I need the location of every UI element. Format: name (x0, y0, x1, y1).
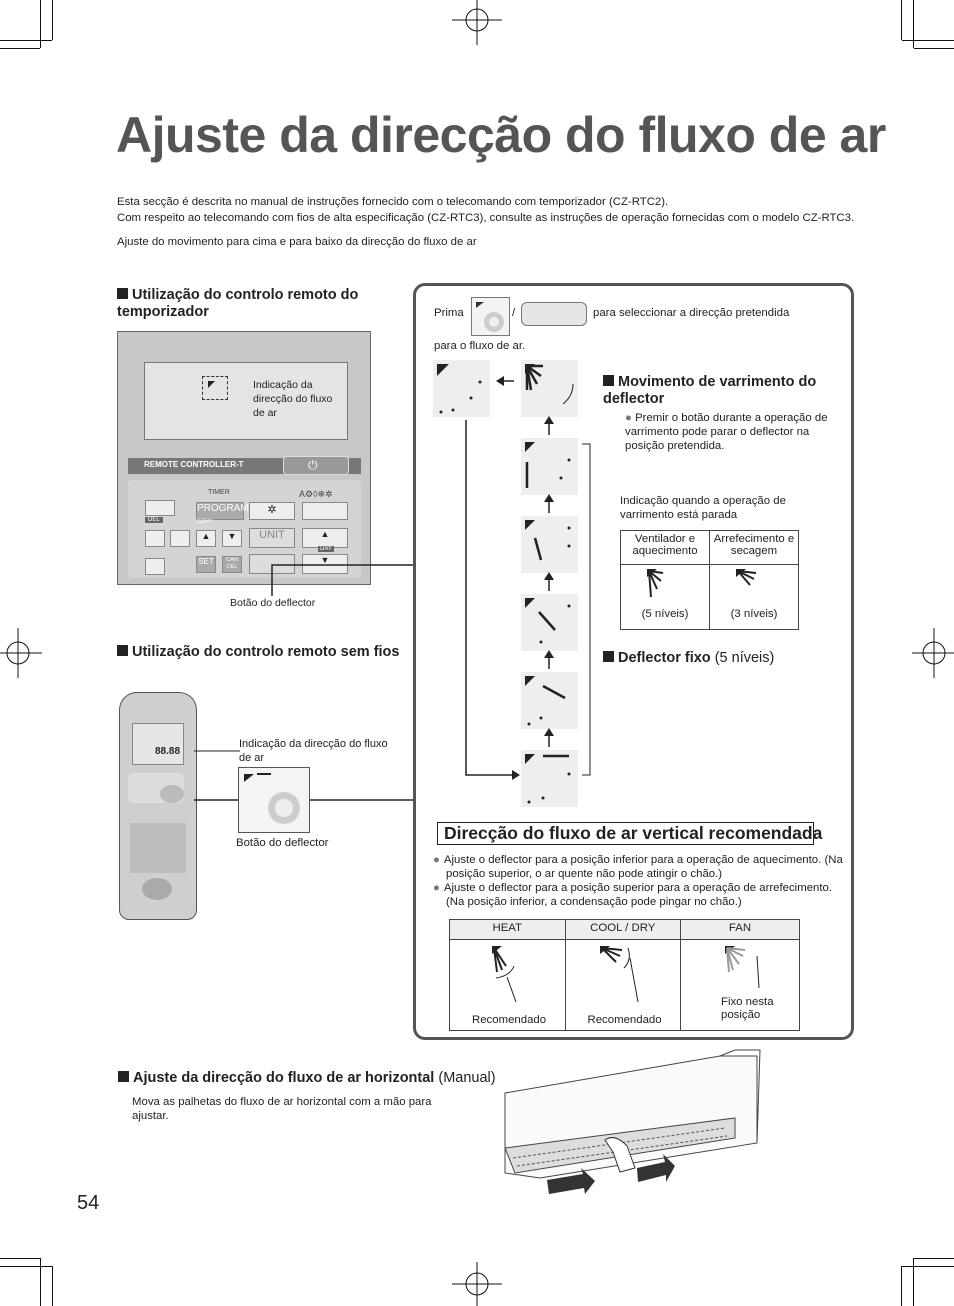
registration-mark-left (0, 628, 42, 678)
three-level-icon (734, 567, 774, 605)
page-title: Ajuste da direcção do fluxo de ar (116, 107, 886, 163)
mode-heat: HEAT (450, 920, 566, 940)
wireless-keypad[interactable] (130, 823, 186, 873)
wrench-button[interactable] (170, 530, 190, 547)
timer-remote-button-label: Botão do deflector (230, 597, 316, 609)
col-fan-heat: Ventilador e aquecimento (621, 531, 710, 565)
square-bullet-icon (118, 1071, 129, 1082)
stopped-indicator-table (620, 530, 799, 630)
levels-3: (3 níveis) (730, 608, 778, 620)
heat-note: Recomendado (472, 1014, 547, 1026)
wireless-remote-display: 88.88 (155, 746, 181, 757)
square-bullet-icon (603, 651, 614, 662)
intro-line-1: Esta secção é descrita no manual de instruções fornecido com o telecomando com temporizador (CZ-RTC2). (117, 196, 669, 208)
sweep-note: ● Premir o botão durante a operação de varrimento pode parar o deflector na posição pretendida. (625, 412, 828, 452)
col-cool-dry: Arrefecimento e secagem (710, 531, 799, 565)
wireless-remote-screen (132, 723, 184, 765)
registration-mark-top (452, 0, 502, 45)
house-button[interactable] (145, 530, 165, 547)
levels-5: (5 níveis) (641, 608, 689, 620)
wireless-remote-heading: Utilização do controlo remoto sem fios (117, 644, 407, 661)
wireless-deflector-button[interactable] (160, 785, 184, 803)
timer-label: TIMER (208, 489, 230, 496)
fan-speed-button[interactable]: ✲ (249, 502, 295, 520)
clock-button[interactable] (145, 500, 175, 516)
temp-up-button[interactable]: ▲ (302, 528, 348, 548)
deflector-key-wired-icon (521, 302, 587, 326)
fan-note: Fixo nesta posição (721, 996, 774, 1021)
recommended-note-2: ● Ajuste o deflector para a posição superior para a operação de arrefecimento. (Na posição inferior, a condensação pode pingar no chão.) (433, 881, 848, 909)
select-label: para seleccionar a direcção pretendida (593, 307, 790, 319)
cell-cool-dry (710, 565, 799, 630)
timer-remote-screen-label: Indicação da direcção do fluxo de ar (253, 379, 333, 419)
press-label: Prima (434, 307, 464, 319)
fan-direction-icon (685, 942, 795, 1002)
slash-label: / (512, 307, 516, 319)
registration-mark-bottom (452, 1262, 502, 1306)
indoor-unit-illustration (495, 1048, 765, 1203)
deflector-button-icon (239, 768, 309, 832)
mode-icons: A⚙◊❄✲ (299, 489, 333, 499)
square-bullet-icon (117, 645, 128, 656)
select-label-2: para o fluxo de ar. (434, 340, 526, 352)
intro-text (117, 194, 857, 250)
program-button[interactable]: PROGRAM (196, 502, 244, 520)
del-label: DEL (145, 517, 163, 523)
unit-button[interactable]: UNIT (249, 528, 295, 548)
cancel-button[interactable]: CAN CEL (222, 556, 242, 573)
sweep-heading: Movimento de varrimento do deflector (603, 374, 817, 407)
remote-brand: REMOTE CONTROLLER-T (144, 460, 244, 469)
page-number: 54 (77, 1192, 100, 1214)
set-button[interactable]: SET (196, 556, 216, 573)
intro-line-3: Ajuste do movimento para cima e para baixo da direcção do fluxo de ar (117, 236, 477, 248)
mode-direction-table (449, 919, 800, 1031)
cool-cell (565, 940, 681, 1031)
intro-line-2: Com respeito ao telecomando com fios de alta especificação (CZ-RTC3), consulte as instruções de operação fornecidas com o modelo CZ-RTC3. (117, 212, 855, 224)
timer-down-button[interactable]: ▼ (222, 530, 242, 547)
cool-note: Recomendado (587, 1014, 662, 1026)
airflow-indicator-icon (202, 376, 228, 400)
cool-direction-icon (568, 942, 678, 1002)
timer-remote-heading: Utilização do controlo remoto do temporizador (117, 287, 359, 320)
recommended-notes (433, 853, 848, 909)
direction-flow-arrows (460, 370, 595, 785)
five-level-icon (645, 567, 685, 605)
mode-cool: COOL / DRY (565, 920, 681, 940)
timer-up-button[interactable]: ▲ (196, 530, 216, 547)
power-icon: ⏻ (308, 458, 318, 472)
recommended-heading: Direcção do fluxo de ar vertical recomendada (437, 822, 814, 845)
horizontal-text: Mova as palhetas do fluxo de ar horizontal com a mão para ajustar. (132, 1096, 432, 1122)
wireless-button-closeup (238, 767, 310, 833)
copy-label: COPY (196, 519, 214, 525)
fan-cell (681, 940, 800, 1031)
timer-remote-leader-line (270, 560, 415, 600)
wireless-bottom-buttons[interactable] (142, 878, 172, 900)
square-bullet-icon (603, 375, 614, 386)
heat-cell (450, 940, 566, 1031)
square-bullet-icon (117, 288, 128, 299)
wireless-screen-label: Indicação da direcção do fluxo de ar (239, 738, 388, 764)
deflector-key-icon (471, 297, 510, 336)
heat-direction-icon (452, 942, 562, 1002)
wireless-button-label: Botão do deflector (236, 837, 329, 849)
mode-fan: FAN (681, 920, 800, 940)
wireless-remote-controller (119, 692, 197, 920)
recommended-note-1: ● Ajuste o deflector para a posição inferior para a operação de aquecimento. (Na posição superior, o ar quente não pode atingir o chão.) (433, 853, 848, 881)
horizontal-heading: Ajuste da direcção do fluxo de ar horizontal (Manual) (118, 1070, 538, 1087)
registration-mark-right (912, 628, 954, 678)
stopped-label: Indicação quando a operação de varrimento está parada (620, 495, 786, 521)
day-label: DAY (320, 546, 332, 552)
temp-down-button[interactable]: ▼ (302, 554, 348, 574)
cell-fan-heat (621, 565, 710, 630)
power-button[interactable] (283, 456, 349, 475)
filter-button[interactable] (302, 502, 348, 520)
timer-remote-controller (117, 331, 371, 585)
grid-button[interactable] (145, 558, 165, 575)
fixed-heading: Deflector fixo (5 níveis) (603, 650, 803, 667)
